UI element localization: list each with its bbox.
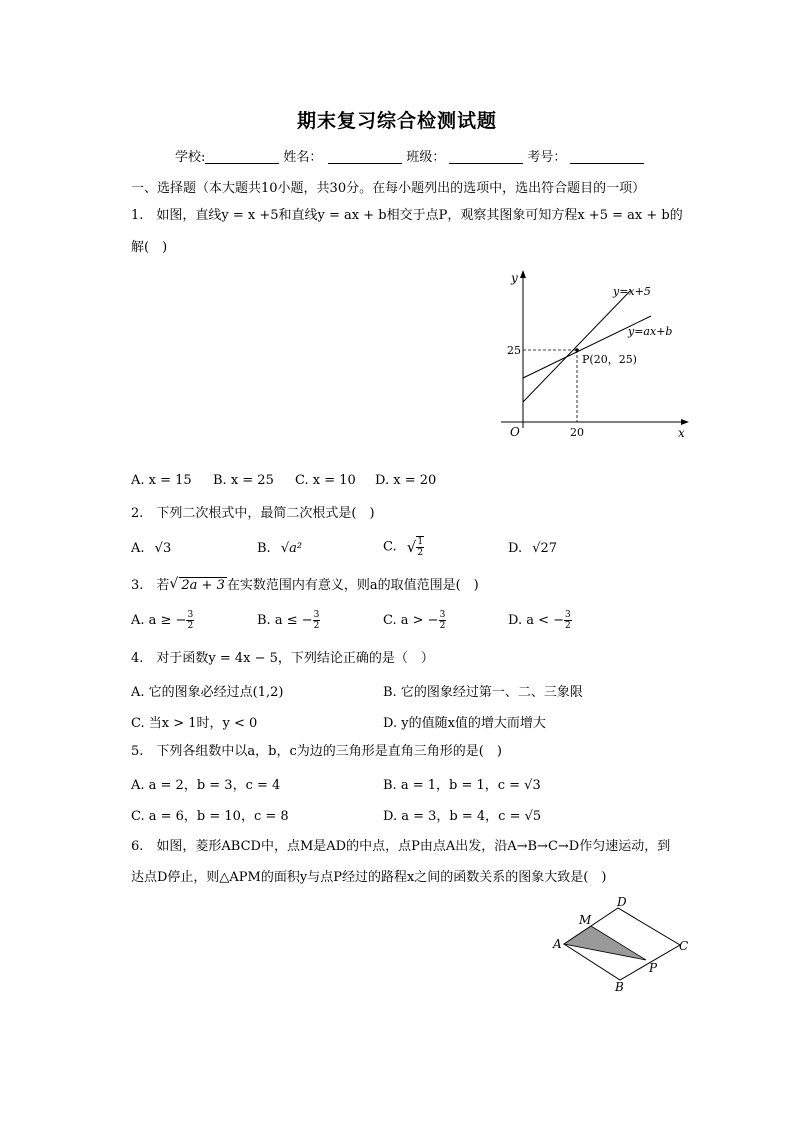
q2-option-c[interactable] xyxy=(383,536,424,558)
q2-option-b[interactable] xyxy=(257,541,302,556)
q3-radical xyxy=(169,576,226,596)
q2-option-c-den: 2 xyxy=(417,548,424,558)
frac-num: 3 xyxy=(565,610,571,620)
point-p-label: P(20，25) xyxy=(582,353,637,366)
q2-option-d[interactable] xyxy=(508,541,557,556)
line1-label: y=x+5 xyxy=(613,285,651,298)
q4-option-c[interactable]: C. 当x > 1时，y < 0 xyxy=(131,716,258,731)
y-tick-label: 25 xyxy=(507,344,521,357)
class-field[interactable] xyxy=(449,149,523,164)
q3-option-c-text: C. a > − xyxy=(383,613,439,628)
q3-option-d-frac xyxy=(564,610,572,631)
q1-graph xyxy=(495,268,695,443)
frac-num: 3 xyxy=(313,610,320,620)
q3-option-a-frac xyxy=(186,610,194,631)
page-title: 期末复习综合检测试题 xyxy=(296,110,497,132)
q3-stem xyxy=(131,576,479,596)
q2-stem: 2. 下列二次根式中，最简二次根式是( ) xyxy=(131,506,375,521)
q4-stem: 4. 对于函数y = 4x − 5，下列结论正确的是（ ） xyxy=(131,651,434,666)
frac-den: 2 xyxy=(439,621,446,631)
q5-option-d[interactable]: D. a = 3，b = 4，c = √5 xyxy=(383,809,542,824)
school-label: 学校: xyxy=(175,150,206,165)
q2-option-c-num: 1 xyxy=(417,537,424,547)
q5-stem: 5. 下列各组数中以a，b，c为边的三角形是直角三角形的是( ) xyxy=(131,744,502,759)
q2-option-b-letter: B. xyxy=(257,541,271,556)
q1-stem-line2: 解( ) xyxy=(131,240,168,255)
q3-option-a-text: A. a ≥ − xyxy=(131,613,187,628)
frac-den: 2 xyxy=(313,621,320,631)
frac-num: 3 xyxy=(439,610,446,620)
q1-option-a[interactable]: A. x = 15 xyxy=(131,473,192,488)
q2-option-a[interactable] xyxy=(131,541,171,556)
q2-option-a-value: √3 xyxy=(154,541,172,556)
q3-option-d[interactable] xyxy=(508,610,572,631)
x-axis-label: x xyxy=(678,426,685,440)
label-d: D xyxy=(617,895,627,909)
q2-option-d-letter: D. xyxy=(508,541,523,556)
frac-den: 2 xyxy=(187,621,194,631)
x-tick-label: 20 xyxy=(570,426,584,439)
q1-stem-line1: 1. 如图，直线y = x +5和直线y = ax + b相交于点P，观察其图象可知方程x +5 = ax + b的 xyxy=(131,208,683,223)
x-axis-arrow-icon xyxy=(681,419,689,425)
exam-no-label: 考号： xyxy=(527,150,567,165)
q3-option-a[interactable] xyxy=(131,610,194,631)
q2-option-a-letter: A. xyxy=(131,541,145,556)
q3-option-b[interactable] xyxy=(257,610,320,631)
q6-stem-line1: 6. 如图，菱形ABCD中，点M是AD的中点，点P由点A出发，沿A→B→C→D作匀速运动，到 xyxy=(131,839,671,854)
q1-option-c[interactable]: C. x = 10 xyxy=(295,473,356,488)
q3-option-b-text: B. a ≤ − xyxy=(257,613,313,628)
name-label: 姓名： xyxy=(283,150,323,165)
frac-den: 2 xyxy=(565,621,571,631)
sqrt-icon: √ xyxy=(406,538,417,556)
q3-option-c[interactable] xyxy=(383,610,446,631)
y-axis-arrow-icon xyxy=(520,270,526,278)
school-field[interactable] xyxy=(205,149,279,164)
label-p: P xyxy=(649,961,658,975)
q6-rhombus-figure xyxy=(548,894,698,994)
q2-option-c-fraction xyxy=(416,536,424,558)
q3-stem-post: 在实数范围内有意义，则a的取值范围是( ) xyxy=(226,578,479,593)
q1-option-d[interactable]: D. x = 20 xyxy=(375,473,437,488)
point-p xyxy=(575,348,579,352)
q5-option-a[interactable]: A. a = 2，b = 3，c = 4 xyxy=(131,778,281,793)
label-b: B xyxy=(615,980,624,994)
label-m: M xyxy=(579,913,592,927)
q3-option-d-text: D. a < − xyxy=(508,613,565,628)
origin-label: O xyxy=(510,425,520,439)
q4-option-a[interactable]: A. 它的图象必经过点(1,2) xyxy=(131,685,284,700)
q2-option-d-value: √27 xyxy=(532,541,558,556)
q2-option-c-letter: C. xyxy=(383,539,397,555)
q5-option-c[interactable]: C. a = 6，b = 10，c = 8 xyxy=(131,809,289,824)
q3-radicand: 2a + 3 xyxy=(181,578,225,593)
label-a: A xyxy=(553,937,562,951)
name-field[interactable] xyxy=(328,149,402,164)
q3-option-b-frac xyxy=(313,610,321,631)
q6-stem-line2: 达点D停止，则△APM的面积y与点P经过的路程x之间的函数关系的图象大致是( ) xyxy=(131,870,607,885)
triangle-apm xyxy=(564,926,646,960)
frac-num: 3 xyxy=(187,610,194,620)
label-c: C xyxy=(679,939,689,953)
section-heading: 一、选择题（本大题共10小题，共30分。在每小题列出的选项中，选出符合题目的一项） xyxy=(131,181,646,196)
y-axis-label: y xyxy=(511,271,518,285)
q3-stem-pre: 3. 若 xyxy=(131,578,170,593)
q1-option-b[interactable]: B. x = 25 xyxy=(213,473,274,488)
line2-label: y=ax+b xyxy=(628,325,673,338)
q4-option-b[interactable]: B. 它的图象经过第一、二、三象限 xyxy=(383,685,583,700)
q5-option-b[interactable]: B. a = 1，b = 1，c = √3 xyxy=(383,778,541,793)
q4-option-d[interactable]: D. y的值随x值的增大而增大 xyxy=(383,716,546,731)
student-info xyxy=(175,146,648,165)
class-label: 班级： xyxy=(406,150,446,165)
exam-no-field[interactable] xyxy=(570,149,644,164)
q3-option-c-frac xyxy=(439,610,447,631)
q2-option-b-value: √a² xyxy=(280,541,303,556)
